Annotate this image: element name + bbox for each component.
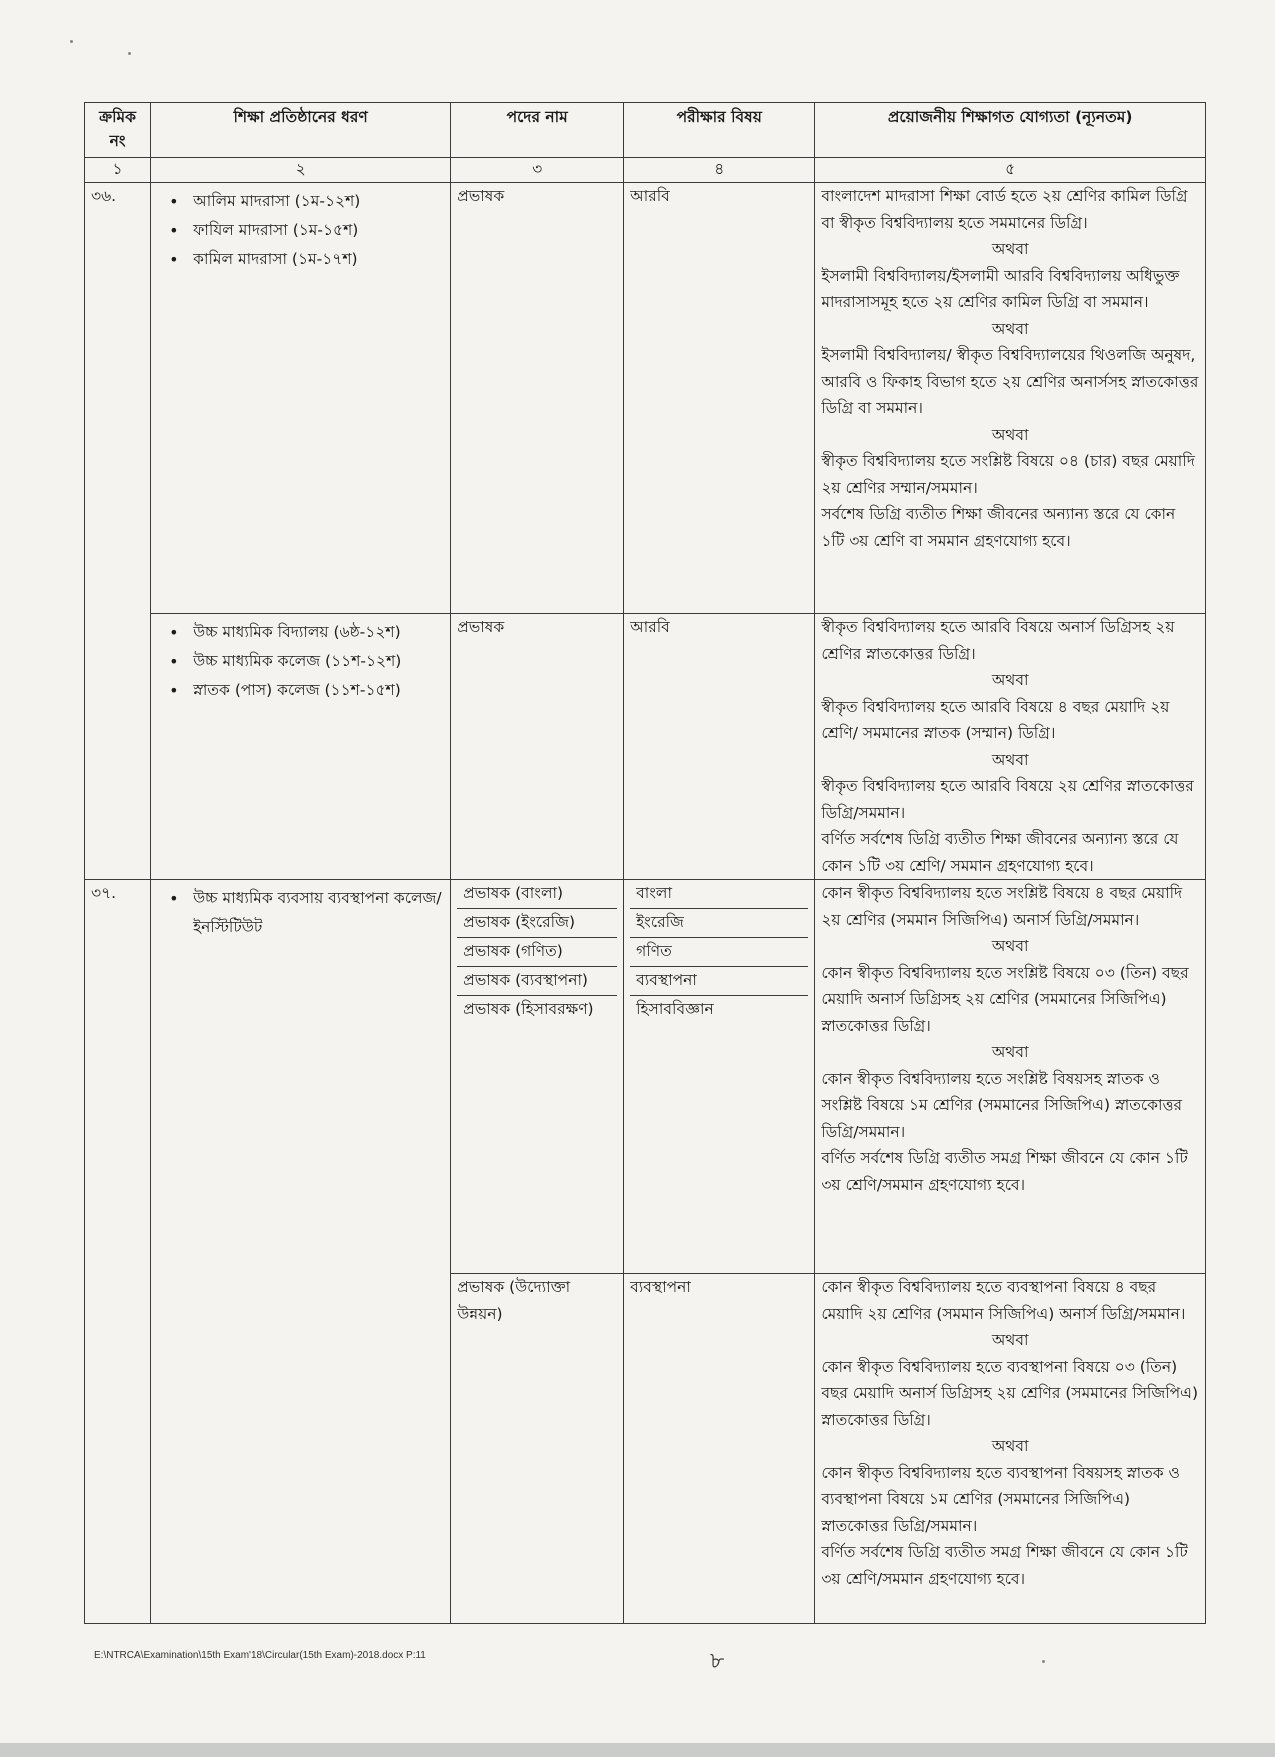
header-qualification: প্রয়োজনীয় শিক্ষাগত যোগ্যতা (ন্যূনতম) bbox=[815, 103, 1206, 158]
institution-cell bbox=[151, 614, 451, 880]
qualification-text: স্বীকৃত বিশ্ববিদ্যালয় হতে আরবি বিষয়ে ৪ বছর মেয়াদি ২য় শ্রেণি/ সমমানের স্নাতক (সম্মান) ডিগ্রি। bbox=[821, 697, 1170, 742]
subject-entry: ব্যবস্থাপনা bbox=[630, 967, 808, 996]
institution-item: • উচ্চ মাধ্যমিক ব্যবসায় ব্যবস্থাপনা কলেজ/ ইনস্টিটিউট bbox=[165, 884, 444, 942]
or-separator: অথবা bbox=[991, 937, 1029, 955]
subject-entry: ইংরেজি bbox=[630, 909, 808, 938]
header-serial: ক্রমিক নং bbox=[85, 103, 151, 158]
footer-file-path: E:\NTRCA\Examination\15th Exam'18\Circular(15th Exam)-2018.docx P:11 bbox=[94, 1650, 426, 1661]
qualification-text: স্বীকৃত বিশ্ববিদ্যালয় হতে আরবি বিষয়ে অনার্স ডিগ্রিসহ ২য় শ্রেণির স্নাতকোত্তর ডিগ্রি। bbox=[821, 618, 1175, 663]
or-separator: অথবা bbox=[991, 1331, 1029, 1349]
header-institution: শিক্ষা প্রতিষ্ঠানের ধরণ bbox=[151, 103, 451, 158]
qualification-text: বাংলাদেশ মাদরাসা শিক্ষা বোর্ড হতে ২য় শ্রেণির কামিল ডিগ্রি বা স্বীকৃত বিশ্ববিদ্যালয় হতে সমমানের ডিগ্রি। bbox=[821, 187, 1188, 232]
col-number: ২ bbox=[151, 158, 451, 183]
or-separator: অথবা bbox=[991, 750, 1029, 769]
post-cell: প্রভাষক bbox=[451, 183, 624, 614]
table-header-row bbox=[85, 103, 1206, 158]
institution-cell bbox=[151, 880, 451, 1624]
qualification-text: কোন স্বীকৃত বিশ্ববিদ্যালয় হতে সংশ্লিষ্ট বিষয়ে ৪ বছর মেয়াদি ২য় শ্রেণির (সমমান সিজিপিএ) অনার্স ডিগ্রি/সমমান। bbox=[821, 884, 1183, 929]
post-entry: প্রভাষক (গণিত) bbox=[457, 938, 617, 967]
or-separator: অথবা bbox=[991, 1043, 1029, 1061]
post-entry: প্রভাষক (ব্যবস্থাপনা) bbox=[457, 967, 617, 996]
qualification-cell bbox=[815, 1274, 1206, 1624]
qualification-text: স্বীকৃত বিশ্ববিদ্যালয় হতে আরবি বিষয়ে ২য় শ্রেণির স্নাতকোত্তর ডিগ্রি/সমমান। bbox=[821, 777, 1194, 822]
subject-entry: বাংলা bbox=[630, 880, 808, 909]
qualification-text: কোন স্বীকৃত বিশ্ববিদ্যালয় হতে সংশ্লিষ্ট বিষয়সহ স্নাতক ও সংশ্লিষ্ট বিষয়ে ১ম শ্রেণির (সমমানের সিজিপিএ) স্নাতকোত্তর ডিগ্রি/সমমান। bbox=[821, 1069, 1183, 1141]
scan-speck bbox=[128, 52, 131, 55]
qualification-text: কোন স্বীকৃত বিশ্ববিদ্যালয় হতে ব্যবস্থাপনা বিষয়ে ৪ বছর মেয়াদি ২য় শ্রেণির (সমমান সিজিপিএ) অনার্স ডিগ্রি/সমমান। bbox=[821, 1278, 1186, 1323]
header-subject: পরীক্ষার বিষয় bbox=[624, 103, 815, 158]
qualification-text: স্বীকৃত বিশ্ববিদ্যালয় হতে সংশ্লিষ্ট বিষয়ে ০৪ (চার) বছর মেয়াদি ২য় শ্রেণির সম্মান/সমমান। bbox=[821, 452, 1195, 497]
or-separator: অথবা bbox=[991, 240, 1029, 258]
subject-entry: গণিত bbox=[630, 938, 808, 967]
qualification-text: সর্বশেষ ডিগ্রি ব্যতীত শিক্ষা জীবনের অন্যান্য স্তরে যে কোন ১টি ৩য় শ্রেণি বা সমমান গ্রহণযোগ্য হবে। bbox=[821, 505, 1176, 550]
scan-edge bbox=[0, 1743, 1275, 1757]
qualification-text: বর্ণিত সর্বশেষ ডিগ্রি ব্যতীত সমগ্র শিক্ষা জীবনে যে কোন ১টি ৩য় শ্রেণি/সমমান গ্রহণযোগ্য হবে। bbox=[821, 1149, 1188, 1194]
qualification-text: ইসলামী বিশ্ববিদ্যালয়/ স্বীকৃত বিশ্ববিদ্যালয়ের থিওলজি অনুষদ, আরবি ও ফিকাহ বিভাগ হতে ২য় শ্রেণির অনার্সসহ স্নাতকোত্তর ডিগ্রি বা সমমান। bbox=[821, 346, 1199, 417]
col-number: ১ bbox=[85, 158, 151, 183]
col-number: ৪ bbox=[624, 158, 815, 183]
institution-item: • আলিম মাদরাসা (১ম-১২শ) bbox=[165, 187, 444, 216]
institution-item: • কামিল মাদরাসা (১ম-১৭শ) bbox=[165, 245, 444, 274]
or-separator: অথবা bbox=[991, 1437, 1029, 1455]
qualification-text: কোন স্বীকৃত বিশ্ববিদ্যালয় হতে সংশ্লিষ্ট বিষয়ে ০৩ (তিন) বছর মেয়াদি অনার্স ডিগ্রিসহ ২য় শ্রেণির (সমমানের সিজিপিএ) স্নাতকোত্তর ডিগ্রি। bbox=[821, 963, 1189, 1035]
col-number: ৫ bbox=[815, 158, 1206, 183]
subject-entry: হিসাববিজ্ঞান bbox=[636, 1000, 714, 1018]
header-post: পদের নাম bbox=[451, 103, 624, 158]
qualification-text: ইসলামী বিশ্ববিদ্যালয়/ইসলামী আরবি বিশ্ববিদ্যালয় অধিভুক্ত মাদরাসাসমূহ হতে ২য় শ্রেণির কামিল ডিগ্রি বা সমমান। bbox=[821, 266, 1180, 311]
post-cell bbox=[451, 880, 624, 1274]
qualification-cell bbox=[815, 614, 1206, 880]
or-separator: অথবা bbox=[991, 671, 1029, 689]
qualification-text: কোন স্বীকৃত বিশ্ববিদ্যালয় হতে ব্যবস্থাপনা বিষয়সহ স্নাতক ও ব্যবস্থাপনা বিষয়ে ১ম শ্রেণির (সমমানের সিজিপিএ) স্নাতকোত্তর ডিগ্রি/সমমান। bbox=[821, 1463, 1180, 1535]
qualification-cell bbox=[815, 183, 1206, 614]
institution-item: • উচ্চ মাধ্যমিক কলেজ (১১শ-১২শ) bbox=[165, 647, 444, 676]
or-separator: অথবা bbox=[991, 425, 1029, 444]
serial-cell: ৩৭. bbox=[85, 880, 151, 1624]
table-row bbox=[85, 183, 1206, 614]
post-cell: প্রভাষক bbox=[451, 614, 624, 880]
qualification-cell bbox=[815, 880, 1206, 1274]
or-separator: অথবা bbox=[991, 319, 1029, 338]
subject-cell: ব্যবস্থাপনা bbox=[624, 1274, 815, 1624]
post-entry: প্রভাষক (ইংরেজি) bbox=[457, 909, 617, 938]
page-number: ৮ bbox=[710, 1649, 725, 1674]
col-number: ৩ bbox=[451, 158, 624, 183]
qualification-table bbox=[84, 102, 1206, 1624]
table-row bbox=[85, 614, 1206, 880]
subject-cell bbox=[624, 880, 815, 1274]
institution-item: • ফাযিল মাদরাসা (১ম-১৫শ) bbox=[165, 216, 444, 245]
institution-item: • উচ্চ মাধ্যমিক বিদ্যালয় (৬ষ্ঠ-১২শ) bbox=[165, 618, 444, 647]
subject-cell: আরবি bbox=[624, 614, 815, 880]
serial-cell: ৩৬. bbox=[85, 183, 151, 880]
institution-cell bbox=[151, 183, 451, 614]
post-entry: প্রভাষক (হিসাবরক্ষণ) bbox=[463, 1000, 594, 1018]
column-number-row bbox=[85, 158, 1206, 183]
post-entry: প্রভাষক (বাংলা) bbox=[457, 880, 617, 909]
table-row bbox=[85, 880, 1206, 1274]
qualification-text: কোন স্বীকৃত বিশ্ববিদ্যালয় হতে ব্যবস্থাপনা বিষয়ে ০৩ (তিন) বছর মেয়াদি অনার্স ডিগ্রিসহ ২য় শ্রেণির (সমমানের সিজিপিএ) স্নাতকোত্তর ডিগ্রি। bbox=[821, 1357, 1199, 1429]
institution-item: • স্নাতক (পাস) কলেজ (১১শ-১৫শ) bbox=[165, 676, 444, 705]
subject-cell: আরবি bbox=[624, 183, 815, 614]
qualification-text: বর্ণিত সর্বশেষ ডিগ্রি ব্যতীত শিক্ষা জীবনের অন্যান্য স্তরে যে কোন ১টি ৩য় শ্রেণি/ সমমান গ্রহণযোগ্য হবে। bbox=[821, 830, 1179, 875]
qualification-text: বর্ণিত সর্বশেষ ডিগ্রি ব্যতীত সমগ্র শিক্ষা জীবনে যে কোন ১টি ৩য় শ্রেণি/সমমান গ্রহণযোগ্য হবে। bbox=[821, 1543, 1188, 1588]
scan-speck bbox=[1042, 1660, 1045, 1663]
post-cell: প্রভাষক (উদ্যোক্তা উন্নয়ন) bbox=[451, 1274, 624, 1624]
scan-speck bbox=[70, 40, 73, 43]
